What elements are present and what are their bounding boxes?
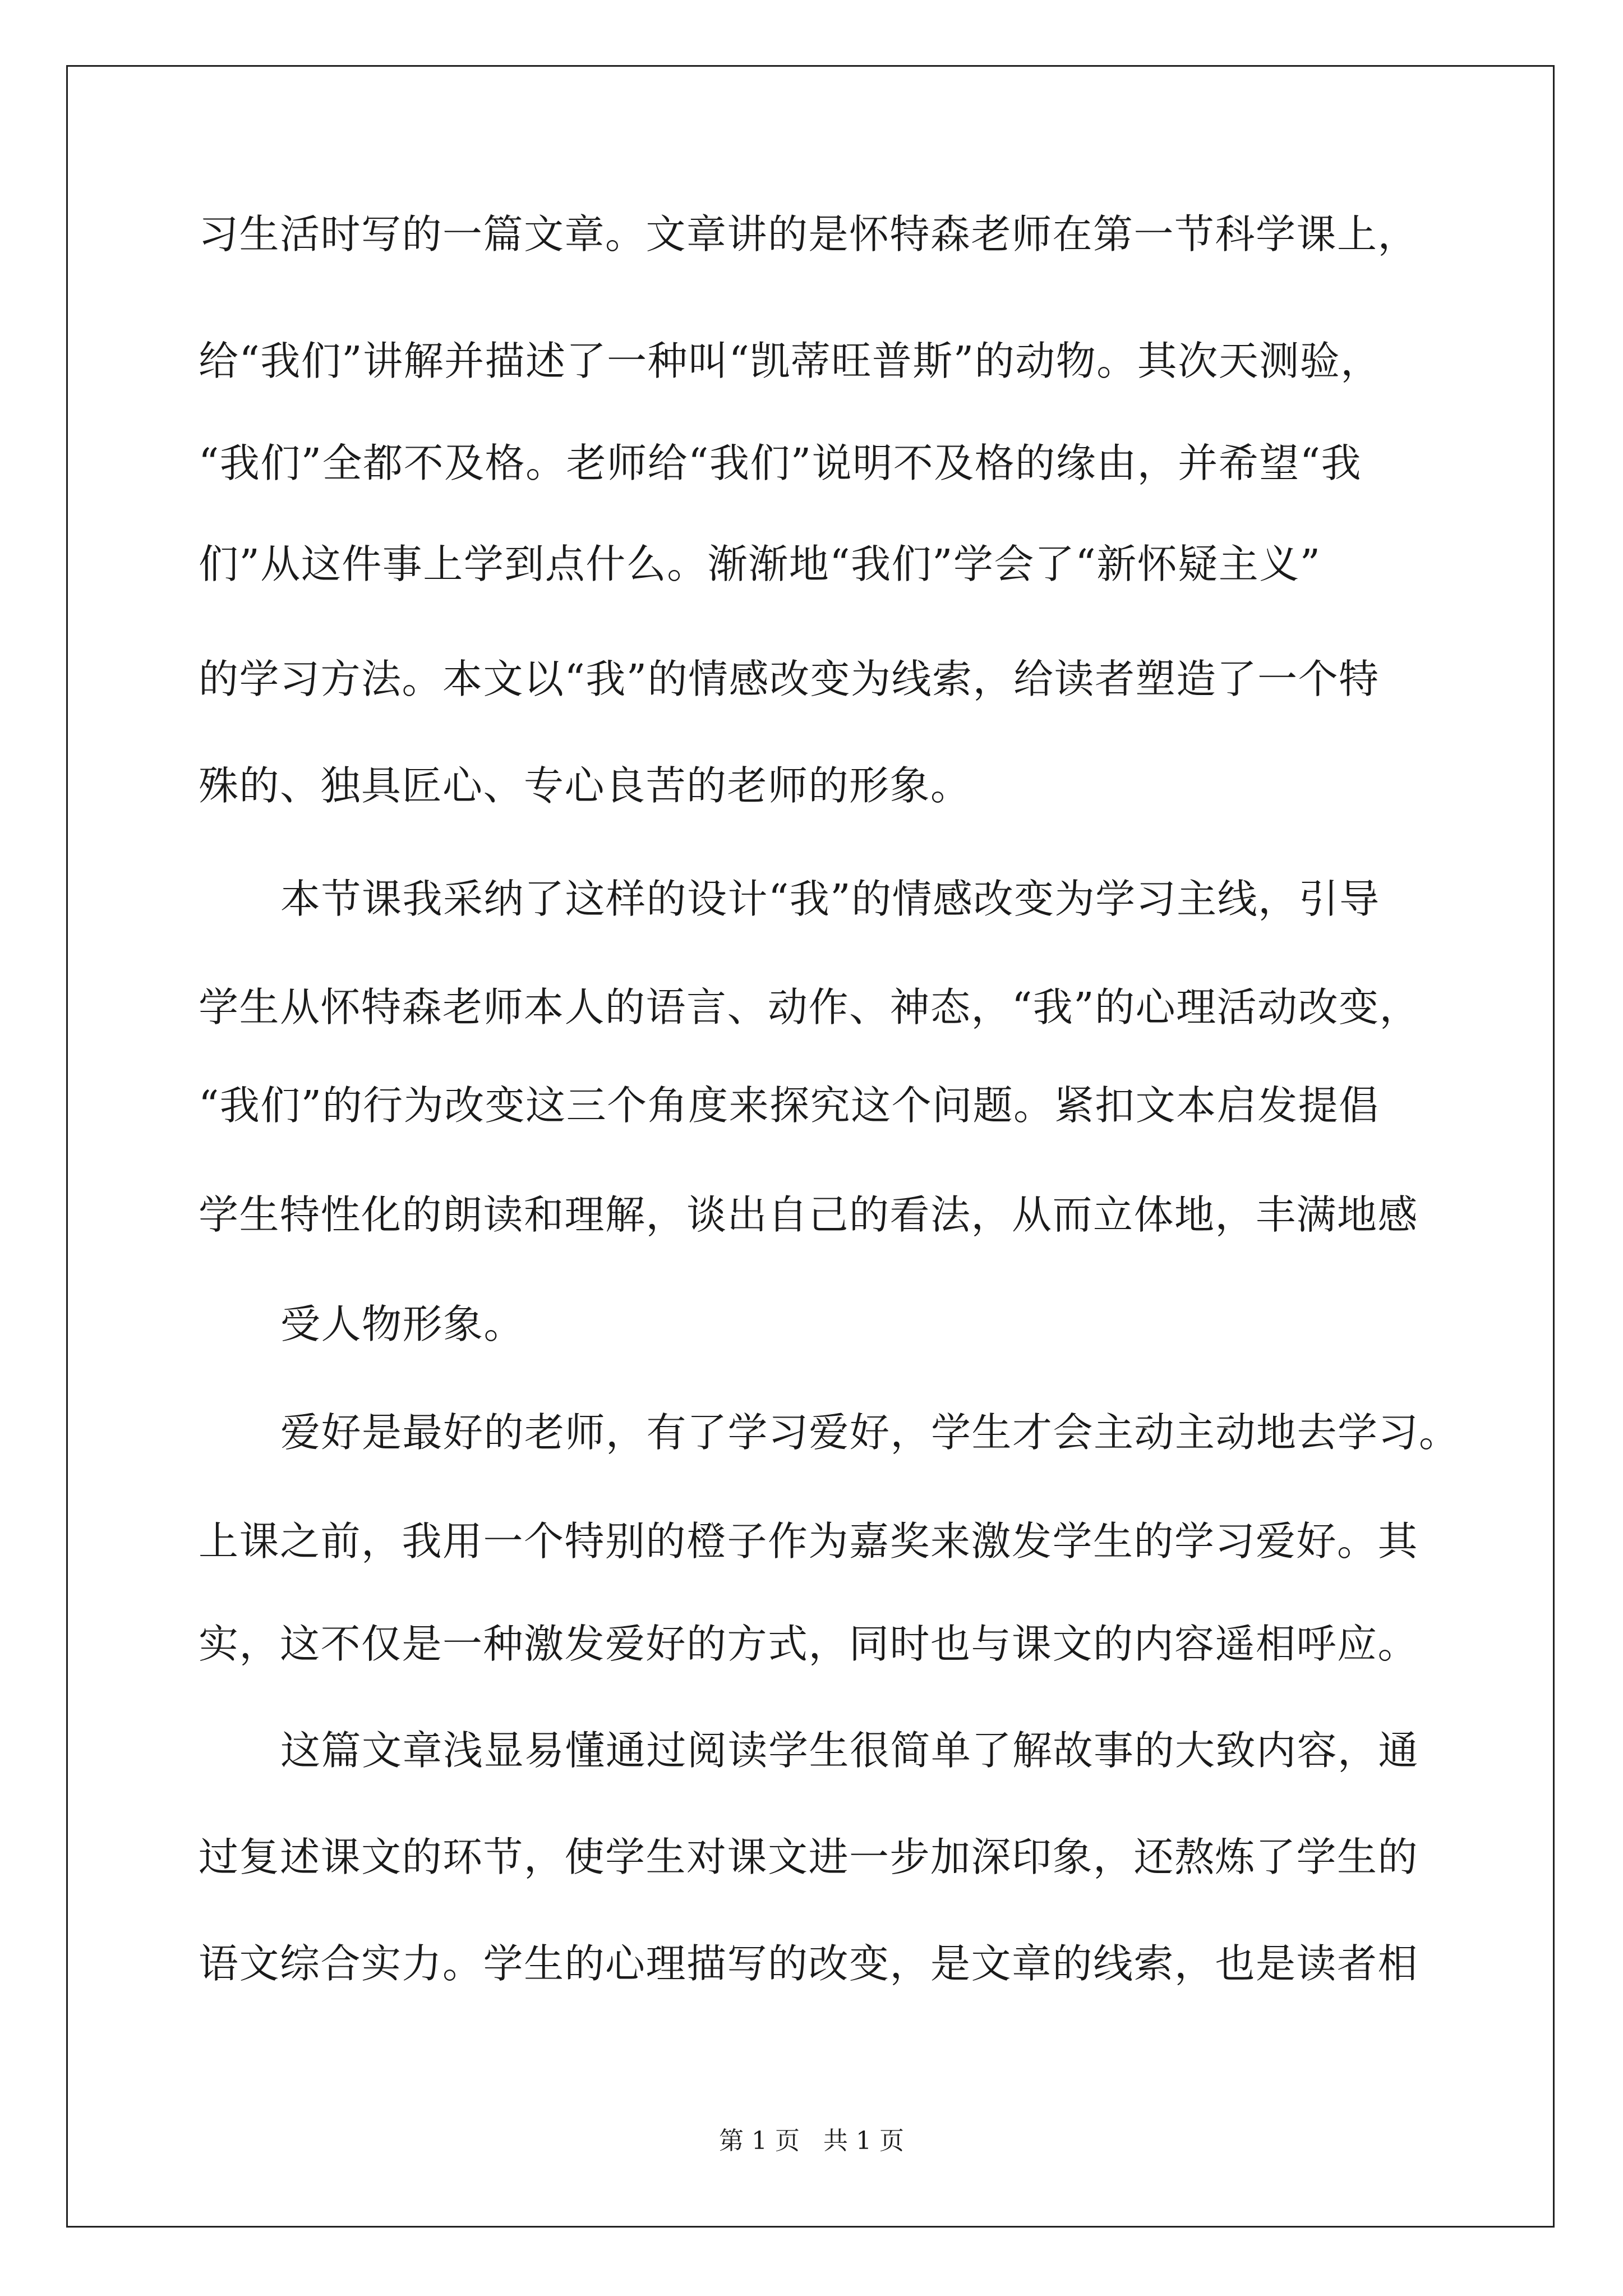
page-border (66, 65, 1555, 2228)
text-line: “我们”全都不及格。老师给“我们”说明不及格的缘由，并希望“我 (199, 440, 1362, 486)
text-line: 受人物形象。 (280, 1301, 525, 1347)
text-line: 习生活时写的一篇文章。文章讲的是怀特森老师在第一节科学课上， (199, 211, 1419, 257)
text-line: 语文综合实力。学生的心理描写的改变，是文章的线索，也是读者相 (199, 1940, 1419, 1987)
page-number-footer: 第 1 页 共 1 页 (719, 2127, 904, 2155)
text-line: 学生从怀特森老师本人的语言、动作、神态，“我”的心理活动改变， (199, 984, 1421, 1030)
text-line: 上课之前，我用一个特别的橙子作为嘉奖来激发学生的学习爱好。其 (199, 1518, 1419, 1565)
text-line: 过复述课文的环节，使学生对课文进一步加深印象，还熬炼了学生的 (199, 1834, 1419, 1880)
paragraph-first-line: 本节课我采纳了这样的设计“我”的情感改变为学习主线，引导 (280, 876, 1380, 922)
text-line: 们”从这件事上学到点什么。渐渐地“我们”学会了“新怀疑主义” (199, 541, 1321, 587)
text-line: 的学习方法。本文以“我”的情感改变为线索，给读者塑造了一个特 (199, 656, 1380, 702)
paragraph-first-line: 爱好是最好的老师，有了学习爱好，学生才会主动主动地去学习。 (280, 1409, 1460, 1456)
text-line: 殊的、独具匠心、专心良苦的老师的形象。 (199, 762, 971, 809)
text-line: 实，这不仅是一种激发爱好的方式，同时也与课文的内容遥相呼应。 (199, 1621, 1419, 1667)
paragraph-first-line: 这篇文章浅显易懂通过阅读学生很简单了解故事的大致内容，通 (280, 1727, 1419, 1774)
text-line: 给“我们”讲解并描述了一种叫“凯蒂旺普斯”的动物。其次天测验， (199, 338, 1381, 384)
text-line: “我们”的行为改变这三个角度来探究这个问题。紧扣文本启发提倡 (199, 1082, 1380, 1129)
text-line: 学生特性化的朗读和理解，谈出自己的看法，从而立体地，丰满地感 (199, 1191, 1419, 1238)
